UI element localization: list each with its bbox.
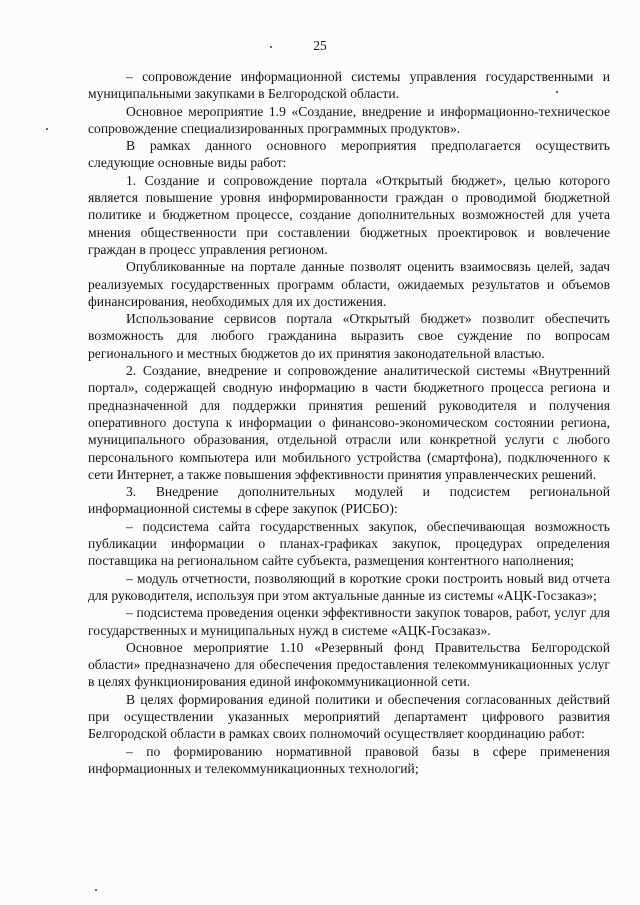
paragraph: Опубликованные на портале данные позволят оценить взаимосвязь целей, задач реализуемых государственных программ области, ожидаемых результатов и объемов финансирования, необходимых для их достижения. — [88, 259, 610, 309]
scan-speck — [95, 889, 97, 891]
paragraph: Основное мероприятие 1.9 «Создание, внедрение и информационно-техническое сопровождение специализированных программных продуктов». — [88, 103, 610, 136]
scan-speck — [556, 91, 558, 93]
paragraph: Основное мероприятие 1.10 «Резервный фонд Правительства Белгородской области» предназначено для обеспечения предоставления телекоммуникационных услуг в целях функционирования единой инфокоммуникационной сети. — [88, 639, 610, 690]
paragraph: 3. Внедрение дополнительных модулей и подсистем региональной информационной системы в сфере закупок (РИСБО): — [88, 484, 610, 517]
paragraph: – подсистема сайта государственных закупок, обеспечивающая возможность публикации информации о планах-графиках закупок, процедурах определения поставщика на региональном сайте субъекта, размещения контентного наполнения; — [88, 518, 610, 569]
page-number: 25 — [313, 38, 327, 53]
paragraph: – модуль отчетности, позволяющий в короткие сроки построить новый вид отчета для руководителя, используя при этом актуальные данные из системы «АЦК-Госзаказ»; — [88, 570, 610, 603]
paragraph: 1. Создание и сопровождение портала «Открытый бюджет», целью которого является повышение уровня информированности граждан о проводимой бюджетной политике и бюджетном процессе, создание дополнительных возможностей для учета мнения общественности при составлении бюджетных проектировок и вовлечение граждан в процесс управления регионом. — [88, 172, 610, 257]
paragraph: 2. Создание, внедрение и сопровождение аналитической системы «Внутренний портал», содержащей сводную информацию в части бюджетного процесса региона и предназначенной для поддержки принятия решений руководителя и получения оперативного доступа к информации о финансово-экономическом состоянии региона, муниципального образования, отдельной отрасли или конкретной услуги с любого персонального компьютера или мобильного устройства (смартфона), подключенного к сети Интернет, а также повышения эффективности принятия управленческих решений. — [88, 363, 610, 482]
paragraph: – подсистема проведения оценки эффективности закупок товаров, работ, услуг для государственных и муниципальных нужд в системе «АЦК-Госзаказ». — [88, 605, 610, 638]
scan-speck — [270, 46, 272, 48]
paragraph: – сопровождение информационной системы управления государственными и муниципальными закупками в Белгородской области. — [88, 69, 610, 102]
body-text — [88, 68, 610, 777]
paragraph: Использование сервисов портала «Открытый бюджет» позволит обеспечить возможность для любого гражданина выразить свое суждение по вопросам регионального и местных бюджетов до их принятия законодательной властью. — [88, 311, 610, 361]
paragraph: В рамках данного основного мероприятия предполагается осуществить следующие основные виды работ: — [88, 138, 610, 171]
paragraph: В целях формирования единой политики и обеспечения согласованных действий при осуществлении указанных мероприятий департамент цифрового развития Белгородской области в рамках своих полномочий осуществляет координацию работ: — [88, 691, 610, 742]
paragraph: – по формированию нормативной правовой базы в сфере применения информационных и телекоммуникационных технологий; — [88, 743, 610, 776]
scan-speck — [46, 128, 48, 130]
